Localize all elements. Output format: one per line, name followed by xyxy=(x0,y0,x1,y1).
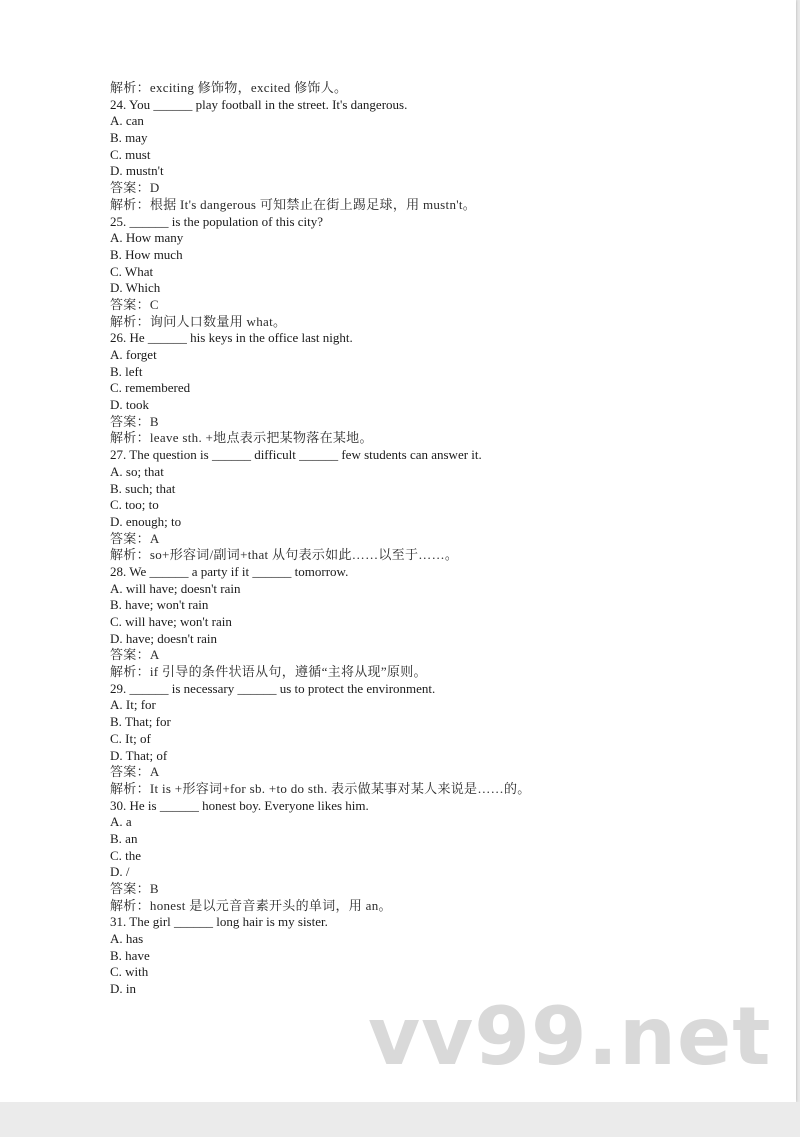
answer-option: D. That; of xyxy=(110,747,168,763)
answer-option: D. mustn't xyxy=(110,163,164,179)
answer-option: C. will have; won't rain xyxy=(110,614,232,629)
answer-option: D. Which xyxy=(110,280,161,296)
answer-option: B. have; won't rain xyxy=(110,597,209,613)
answer-key: 答案：A xyxy=(110,764,160,780)
explanation: 解析：询问人口数量用 what。 xyxy=(110,313,287,329)
answer-key: 答案：B xyxy=(110,413,159,429)
answer-option: C. the xyxy=(110,847,142,863)
answer-option: A. It; for xyxy=(110,697,156,713)
answer-option: D. took xyxy=(110,397,149,413)
answer-option: A. will have; doesn't rain xyxy=(110,580,241,596)
answer-option: B. How much xyxy=(110,246,183,262)
answer-option: B. may xyxy=(110,130,148,146)
answer-option: A. a xyxy=(110,814,132,830)
question-stem: 27. The question is ______ difficult ______ few students can answer it. xyxy=(110,447,482,463)
answer-option: D. / xyxy=(110,864,130,880)
answer-option: D. in xyxy=(110,981,136,997)
answer-key: 答案：A xyxy=(110,647,160,663)
question-stem: 28. We ______ a party if it ______ tomorrow. xyxy=(110,563,349,579)
viewer-bottom-strip xyxy=(0,1102,800,1137)
answer-option: D. have; doesn't rain xyxy=(110,630,218,646)
question-stem: 26. He ______ his keys in the office last night. xyxy=(110,330,353,346)
explanation: 解析：honest 是以元音音素开头的单词，用 an。 xyxy=(110,897,392,913)
answer-key: 答案：D xyxy=(110,180,160,196)
explanation: 解析：if 引导的条件状语从句，遵循“主将从现”原则。 xyxy=(110,664,427,680)
answer-option: B. such; that xyxy=(110,480,176,496)
answer-option: D. enough; to xyxy=(110,513,182,529)
answer-key: 答案：C xyxy=(110,296,159,312)
question-stem: 29. ______ is necessary ______ us to protect the environment. xyxy=(110,680,436,696)
explanation: 解析：leave sth. +地点表示把某物落在某地。 xyxy=(110,430,373,446)
answer-option: C. must xyxy=(110,146,151,162)
question-stem: 24. You ______ play football in the street. It's dangerous. xyxy=(110,96,408,112)
answer-option: A. forget xyxy=(110,347,157,362)
question-stem: 30. He is ______ honest boy. Everyone likes him. xyxy=(110,797,369,813)
answer-option: C. with xyxy=(110,964,149,980)
answer-option: B. have xyxy=(110,947,150,963)
answer-option: B. That; for xyxy=(110,714,171,730)
answer-option: B. left xyxy=(110,363,143,379)
explanation: 解析：exciting 修饰物，excited 修饰人。 xyxy=(110,80,348,95)
question-stem: 31. The girl ______ long hair is my sister. xyxy=(110,914,328,930)
explanation: 解析：It is +形容词+for sb. +to do sth. 表示做某事对某人来说是……的。 xyxy=(110,780,531,796)
answer-option: A. can xyxy=(110,113,144,129)
explanation: 解析：根据 It's dangerous 可知禁止在街上踢足球，用 mustn't。 xyxy=(110,196,477,212)
answer-option: A. so; that xyxy=(110,463,164,479)
document-body xyxy=(110,80,710,998)
answer-key: 答案：A xyxy=(110,530,160,546)
answer-option: C. remembered xyxy=(110,380,191,396)
explanation: 解析：so+形容词/副词+that 从句表示如此……以至于……。 xyxy=(110,547,459,563)
answer-option: B. an xyxy=(110,830,138,846)
question-stem: 25. ______ is the population of this city? xyxy=(110,213,324,229)
answer-option: A. How many xyxy=(110,230,184,246)
answer-option: C. too; to xyxy=(110,497,159,513)
answer-key: 答案：B xyxy=(110,881,159,896)
watermark: vv99.net xyxy=(368,990,772,1083)
answer-option: C. It; of xyxy=(110,730,151,746)
answer-option: C. What xyxy=(110,263,154,279)
answer-option: A. has xyxy=(110,931,144,947)
